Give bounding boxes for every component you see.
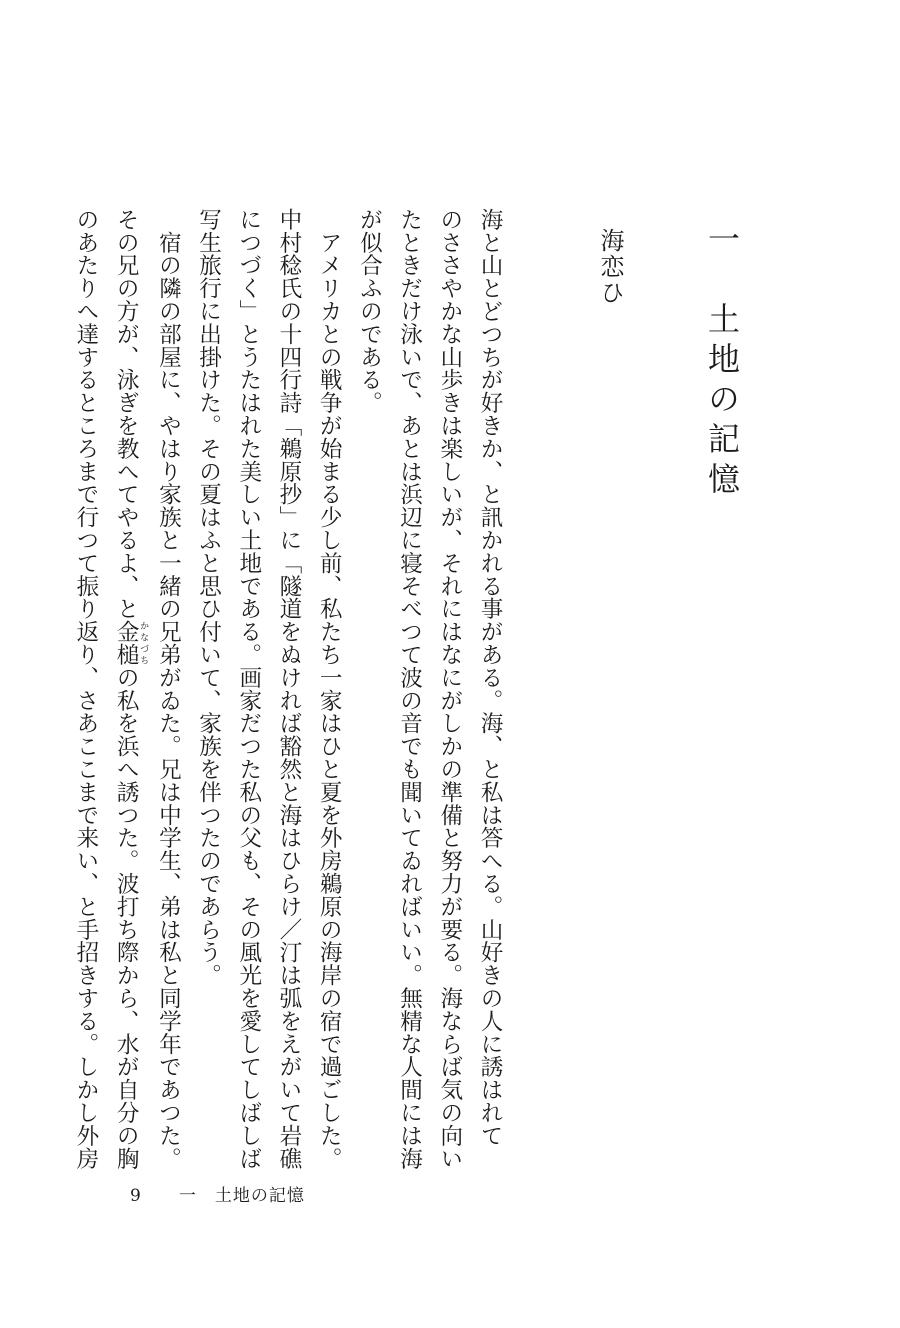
body-line: につづく」とうたはれた美しい土地である。画家だつた私の父も、その風光を愛してしばしば <box>235 208 262 1170</box>
body-line: が似合ふのである。 <box>356 208 383 415</box>
body-line: 海と山とどつちが好きか、と訊かれる事がある。海、と私は答へる。山好きの人に誘はれて <box>477 208 503 1147</box>
page-footer <box>130 1184 305 1208</box>
body-line: のあたりへ達するところまで行つて振り返り、さあここまで来い、と手招きする。しかし外房 <box>72 208 99 1170</box>
chapter-title: 一 土地の記憶 <box>703 222 741 502</box>
page-number: 9 <box>130 1186 141 1206</box>
section-title: 海恋ひ <box>596 228 624 306</box>
body-line: 宿の隣の部屋に、やはり家族と一緒の兄弟がゐた。兄は中学生、弟は私と同学年であつた。 <box>155 208 182 1170</box>
running-head: 一 土地の記憶 <box>178 1186 305 1206</box>
body-line: アメリカとの戦争が始まる少し前、私たち一家はひと夏を外房鵜原の海岸の宿で過ごした。 <box>316 208 343 1170</box>
body-text <box>66 208 510 1168</box>
body-line: たときだけ泳いで、あとは浜辺に寝そべつて波の音でも聞いてゐればいい。無精な人間には海 <box>396 208 423 1170</box>
body-line: 写生旅行に出掛けた。その夏はふと思ひ付いて、家族を伴つたのであらう。 <box>195 208 222 987</box>
body-line: その兄の方が、泳ぎを教へてやるよ、と金槌 かなづちの私を浜へ誘つた。波打ち際から、水が自分の胸 <box>113 208 149 1170</box>
ruby-annotation: 金槌 かなづち <box>113 620 149 667</box>
body-line: のささやかな山歩きは楽しいが、それにはなにがしかの準備と努力が要る。海ならば気の向い <box>436 208 463 1170</box>
body-line: 中村稔氏の十四行詩「鵜原抄」に「隧道をぬければ豁然と海はひらけ／汀は弧をえがいて岩礁 <box>275 208 302 1170</box>
